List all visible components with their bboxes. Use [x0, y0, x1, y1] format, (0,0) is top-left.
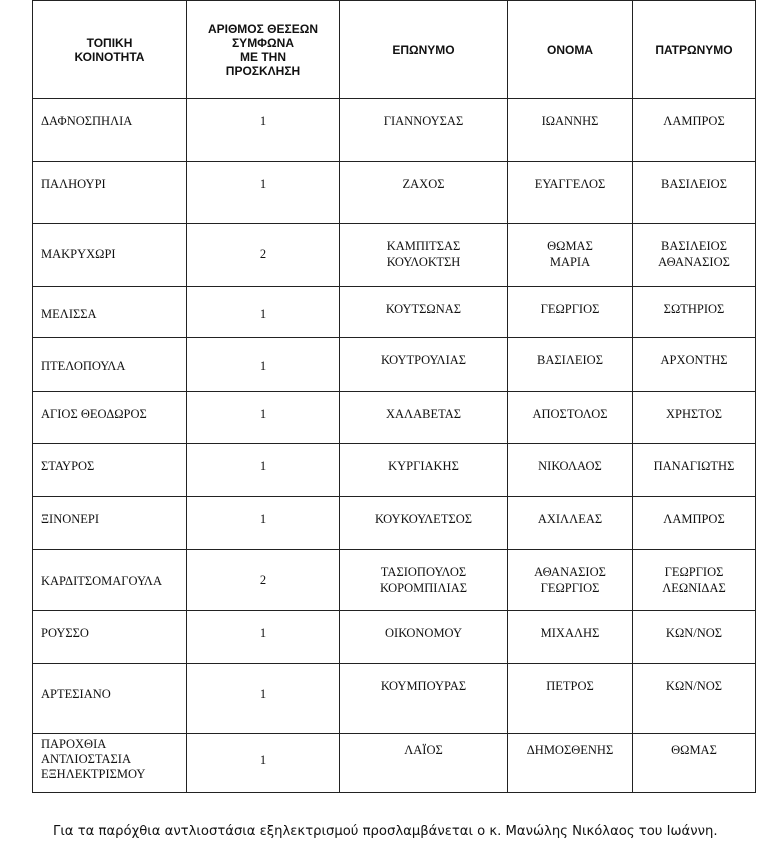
surname-cell: ΚΟΥΤΡΟΥΛΙΑΣ — [340, 338, 508, 392]
footer-note: Για τα παρόχθια αντλιοστάσια εξηλεκτρισμού προσλαμβάνεται ο κ. Μανώλης Νικόλαος του Ιωάννη. — [53, 824, 718, 839]
community-cell: ΣΤΑΥΡΟΣ — [33, 444, 187, 497]
father-name-cell: ΛΑΜΠΡΟΣ — [633, 99, 756, 162]
father-name-cell: ΒΑΣΙΛΕΙΟΣ ΑΘΑΝΑΣΙΟΣ — [633, 224, 756, 287]
table-row — [33, 224, 756, 287]
table-row — [33, 734, 756, 793]
surname-cell: ΚΟΥΤΣΩΝΑΣ — [340, 287, 508, 338]
table-row — [33, 497, 756, 550]
community-cell: ΡΟΥΣΣΟ — [33, 611, 187, 664]
surname-cell: ΛΑΪΟΣ — [340, 734, 508, 793]
seats-cell: 1 — [187, 162, 340, 224]
table-row — [33, 99, 756, 162]
surname-cell: ΚΥΡΓΙΑΚΗΣ — [340, 444, 508, 497]
community-cell: ΞΙΝΟΝΕΡΙ — [33, 497, 187, 550]
father-name-cell: ΘΩΜΑΣ — [633, 734, 756, 793]
surname-cell: ΚΟΥΚΟΥΛΕΤΣΟΣ — [340, 497, 508, 550]
header-seats: ΑΡΙΘΜΟΣ ΘΕΣΕΩΝ ΣΥΜΦΩΝΑ ΜΕ ΤΗΝ ΠΡΟΣΚΛΗΣΗ — [187, 1, 340, 99]
surname-cell: ΤΑΣΙΟΠΟΥΛΟΣ ΚΟΡΟΜΠΙΛΙΑΣ — [340, 550, 508, 611]
community-cell: ΜΕΛΙΣΣΑ — [33, 287, 187, 338]
father-name-cell: ΒΑΣΙΛΕΙΟΣ — [633, 162, 756, 224]
father-name-cell: ΓΕΩΡΓΙΟΣ ΛΕΩΝΙΔΑΣ — [633, 550, 756, 611]
surname-cell: ΚΑΜΠΙΤΣΑΣ ΚΟΥΛΟΚΤΣΗ — [340, 224, 508, 287]
community-cell: ΠΤΕΛΟΠΟΥΛΑ — [33, 338, 187, 392]
father-name-cell: ΧΡΗΣΤΟΣ — [633, 392, 756, 444]
table-row — [33, 287, 756, 338]
table-row — [33, 664, 756, 734]
seats-cell: 1 — [187, 611, 340, 664]
header-row — [33, 1, 756, 99]
document-page — [32, 0, 755, 793]
table-row — [33, 392, 756, 444]
name-cell: ΒΑΣΙΛΕΙΟΣ — [508, 338, 633, 392]
surname-cell: ΖΑΧΟΣ — [340, 162, 508, 224]
name-cell: ΠΕΤΡΟΣ — [508, 664, 633, 734]
header-community: ΤΟΠΙΚΗ ΚΟΙΝΟΤΗΤΑ — [33, 1, 187, 99]
table-row — [33, 611, 756, 664]
father-name-cell: ΚΩΝ/ΝΟΣ — [633, 664, 756, 734]
seats-cell: 1 — [187, 392, 340, 444]
name-cell: ΑΘΑΝΑΣΙΟΣ ΓΕΩΡΓΙΟΣ — [508, 550, 633, 611]
name-cell: ΑΧΙΛΛΕΑΣ — [508, 497, 633, 550]
header-father-name: ΠΑΤΡΩΝΥΜΟ — [633, 1, 756, 99]
father-name-cell: ΚΩΝ/ΝΟΣ — [633, 611, 756, 664]
surname-cell: ΧΑΛΑΒΕΤΑΣ — [340, 392, 508, 444]
name-cell: ΕΥΑΓΓΕΛΟΣ — [508, 162, 633, 224]
community-cell: ΠΑΡΟΧΘΙΑ ΑΝΤΛΙΟΣΤΑΣΙΑ ΕΞΗΛΕΚΤΡΙΣΜΟΥ — [33, 734, 187, 793]
header-name: ΟΝΟΜΑ — [508, 1, 633, 99]
father-name-cell: ΣΩΤΗΡΙΟΣ — [633, 287, 756, 338]
community-cell: ΜΑΚΡΥΧΩΡΙ — [33, 224, 187, 287]
name-cell: ΓΕΩΡΓΙΟΣ — [508, 287, 633, 338]
name-cell: ΑΠΟΣΤΟΛΟΣ — [508, 392, 633, 444]
community-cell: ΠΑΛΗΟΥΡΙ — [33, 162, 187, 224]
seats-cell: 1 — [187, 444, 340, 497]
seats-cell: 1 — [187, 287, 340, 338]
father-name-cell: ΠΑΝΑΓΙΩΤΗΣ — [633, 444, 756, 497]
name-cell: ΔΗΜΟΣΘΕΝΗΣ — [508, 734, 633, 793]
seats-cell: 1 — [187, 497, 340, 550]
surname-cell: ΟΙΚΟΝΟΜΟΥ — [340, 611, 508, 664]
seats-cell: 1 — [187, 664, 340, 734]
father-name-cell: ΑΡΧΟΝΤΗΣ — [633, 338, 756, 392]
header-surname: ΕΠΩΝΥΜΟ — [340, 1, 508, 99]
seats-cell: 1 — [187, 734, 340, 793]
seats-cell: 1 — [187, 338, 340, 392]
community-cell: ΔΑΦΝΟΣΠΗΛΙΑ — [33, 99, 187, 162]
seats-cell: 2 — [187, 550, 340, 611]
name-cell: ΘΩΜΑΣ ΜΑΡΙΑ — [508, 224, 633, 287]
community-cell: ΑΡΤΕΣΙΑΝΟ — [33, 664, 187, 734]
staff-table — [32, 0, 756, 793]
father-name-cell: ΛΑΜΠΡΟΣ — [633, 497, 756, 550]
table-row — [33, 162, 756, 224]
table-row — [33, 444, 756, 497]
surname-cell: ΓΙΑΝΝΟΥΣΑΣ — [340, 99, 508, 162]
seats-cell: 2 — [187, 224, 340, 287]
name-cell: ΜΙΧΑΛΗΣ — [508, 611, 633, 664]
name-cell: ΝΙΚΟΛΑΟΣ — [508, 444, 633, 497]
seats-cell: 1 — [187, 99, 340, 162]
community-cell: ΚΑΡΔΙΤΣΟΜΑΓΟΥΛΑ — [33, 550, 187, 611]
surname-cell: ΚΟΥΜΠΟΥΡΑΣ — [340, 664, 508, 734]
table-row — [33, 338, 756, 392]
community-cell: ΑΓΙΟΣ ΘΕΟΔΩΡΟΣ — [33, 392, 187, 444]
name-cell: ΙΩΑΝΝΗΣ — [508, 99, 633, 162]
table-row — [33, 550, 756, 611]
